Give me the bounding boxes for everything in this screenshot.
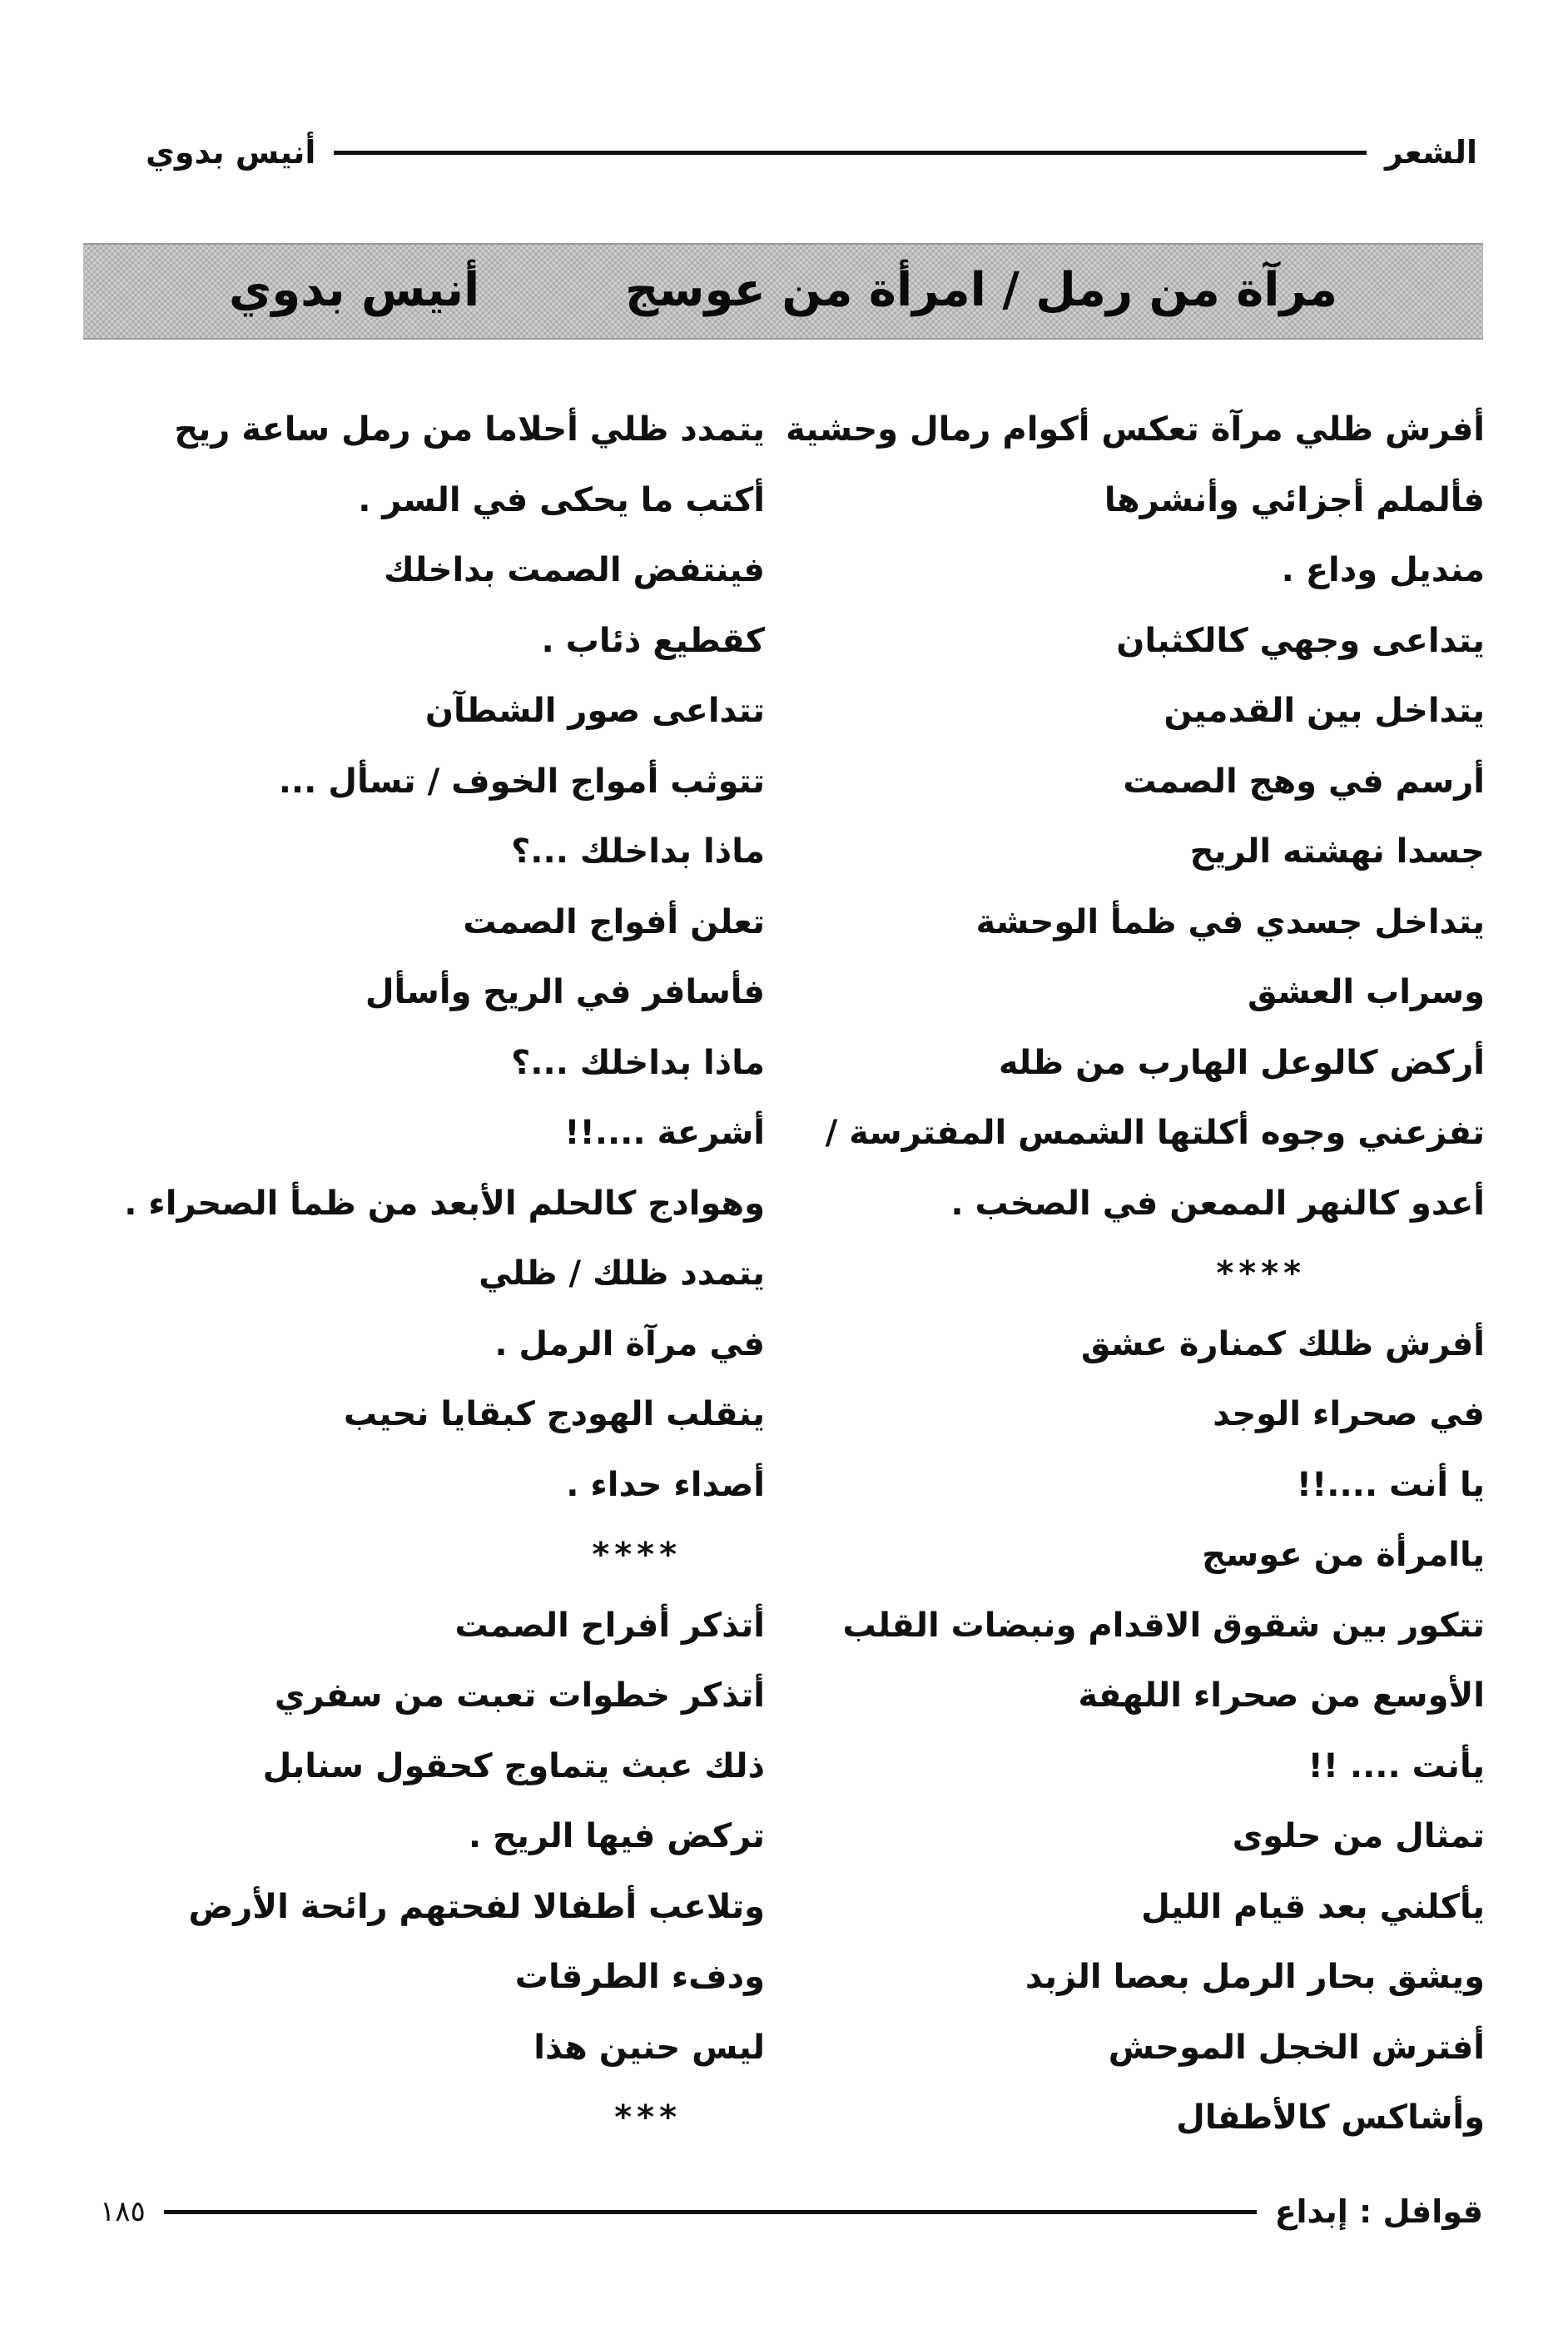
poem-line: تركض فيها الريح . (468, 1817, 765, 1855)
poem-line: يتداعى وجهي كالكثبان (1116, 621, 1485, 660)
running-header (146, 123, 1477, 181)
poem-line: وتلاعب أطفالا لفحتهم رائحة الأرض (188, 1887, 765, 1926)
poem-line: في مرآة الرمل . (494, 1324, 765, 1363)
header-author-label: أنيس بدوي (146, 134, 316, 171)
running-footer (100, 2183, 1483, 2241)
poem-line: ماذا بداخلك ...؟ (511, 1043, 765, 1082)
stanza-separator: **** (592, 1536, 682, 1574)
poem-line: أفرش ظلي مرآة تعكس أكوام رمال وحشية (786, 410, 1485, 449)
poem-title: مرآة من رمل / امرأة من عوسج (625, 263, 1337, 317)
poem-line: جسدا نهشته الريح (1189, 832, 1485, 871)
poem-line: يأكلني بعد قيام الليل (1141, 1887, 1485, 1926)
poem-column-right (786, 395, 1485, 2153)
poem-line: في صحراء الوجد (1213, 1395, 1485, 1433)
stanza-separator: *** (614, 2098, 682, 2137)
poem-line: أرسم في وهج الصمت (1123, 762, 1485, 801)
poem-line: أفترش الخجل الموحش (1108, 2028, 1485, 2067)
poem-line: يتمدد ظلي أحلاما من رمل ساعة ريح (174, 410, 765, 449)
poem-line: تتوثب أمواج الخوف / تسأل ... (278, 762, 765, 801)
poem-line: ذلك عبث يتماوج كحقول سنابل (262, 1746, 765, 1785)
poem-line: أتذكر خطوات تعبت من سفري (274, 1676, 765, 1715)
poem-line: أعدو كالنهر الممعن في الصخب . (950, 1184, 1485, 1223)
poem-line: ياامرأة من عوسج (1202, 1536, 1485, 1574)
poem-line: تتداعى صور الشطآن (424, 692, 765, 730)
poem-line: ويشق بحار الرمل بعصا الزبد (1025, 1958, 1485, 1996)
poem-line: الأوسع من صحراء اللهفة (1078, 1676, 1485, 1715)
poem-line: يا أنت ....!! (1296, 1465, 1485, 1504)
poem-line: تعلن أفواج الصمت (463, 902, 765, 941)
poem-line: كقطيع ذئاب . (541, 621, 765, 660)
poem-line: أركض كالوعل الهارب من ظله (998, 1043, 1485, 1082)
page-number: ١٨٥ (100, 2195, 146, 2228)
header-section-label: الشعر (1384, 134, 1477, 171)
poem-line: منديل وداع . (1281, 551, 1485, 589)
poem-line: فأسافر في الريح وأسأل (365, 973, 765, 1011)
poem-line: يتداخل بين القدمين (1164, 692, 1485, 730)
poem-line: وسراب العشق (1248, 973, 1485, 1011)
poem-line: أفرش ظلك كمنارة عشق (1080, 1324, 1485, 1363)
poem-line: يتمدد ظلك / ظلي (479, 1254, 765, 1293)
poem-line: يتداخل جسدي في ظمأ الوحشة (975, 902, 1485, 941)
poem-line: أصداء حداء . (566, 1465, 765, 1504)
poem-line: وأشاكس كالأطفال (1176, 2098, 1485, 2137)
poem-line: تمثال من حلوى (1232, 1817, 1485, 1855)
footer-rule (164, 2210, 1257, 2214)
poem-line: ليس حنين هذا (533, 2028, 765, 2067)
poem-author: أنيس بدوي (229, 263, 480, 317)
poem-line: ماذا بداخلك ...؟ (511, 832, 765, 871)
poem-line: وهوادج كالحلم الأبعد من ظمأ الصحراء . (124, 1184, 765, 1223)
poem-line: ينقلب الهودج كبقايا نحيب (343, 1395, 765, 1433)
footer-journal-label: قوافل : إبداع (1274, 2193, 1483, 2230)
poem-line: أتذكر أفراح الصمت (454, 1606, 765, 1645)
poem-line: تتكور بين شقوق الاقدام ونبضات القلب (842, 1606, 1485, 1645)
poem-line: يأنت .... !! (1307, 1746, 1485, 1785)
poem-line: فألملم أجزائي وأنشرها (1104, 480, 1485, 519)
poem-line: تفزعني وجوه أكلتها الشمس المفترسة / (825, 1114, 1485, 1152)
poem-title-band (83, 243, 1483, 340)
poem-line: أشرعة ....!! (564, 1114, 765, 1152)
stanza-separator: **** (1216, 1254, 1306, 1293)
header-rule (334, 151, 1367, 155)
poem-column-left (124, 395, 765, 2153)
poem-line: ودفء الطرقات (514, 1958, 765, 1996)
poem-line: أكتب ما يحكى في السر . (358, 480, 765, 519)
poem-line: فينتفض الصمت بداخلك (384, 551, 765, 589)
